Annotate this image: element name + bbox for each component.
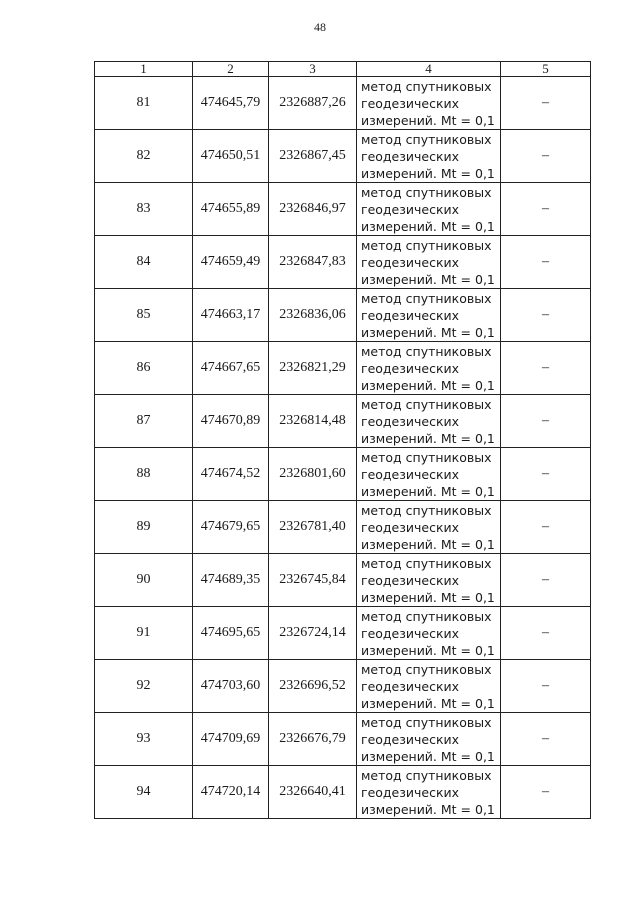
x-coordinate-cell: 474703,60 bbox=[193, 660, 269, 713]
method-line: геодезических bbox=[361, 519, 460, 535]
method-line: метод спутниковых bbox=[361, 396, 492, 412]
point-number-cell: 85 bbox=[95, 289, 193, 342]
point-number-cell: 83 bbox=[95, 183, 193, 236]
point-number-cell: 92 bbox=[95, 660, 193, 713]
method-cell bbox=[357, 660, 501, 713]
method-line: метод спутниковых bbox=[361, 290, 492, 306]
note-cell: – bbox=[501, 501, 591, 554]
table-row bbox=[95, 183, 591, 236]
page-number: 48 bbox=[314, 20, 326, 34]
method-line: измерений. Mt = 0,1 bbox=[361, 112, 495, 128]
method-cell bbox=[357, 501, 501, 554]
method-cell bbox=[357, 554, 501, 607]
table-row bbox=[95, 501, 591, 554]
table-row bbox=[95, 289, 591, 342]
method-cell bbox=[357, 395, 501, 448]
point-number-cell: 86 bbox=[95, 342, 193, 395]
x-coordinate-cell: 474663,17 bbox=[193, 289, 269, 342]
table-row bbox=[95, 766, 591, 819]
note-cell: – bbox=[501, 342, 591, 395]
note-cell: – bbox=[501, 183, 591, 236]
method-line: метод спутниковых bbox=[361, 237, 492, 253]
method-cell bbox=[357, 236, 501, 289]
method-cell bbox=[357, 607, 501, 660]
table-row bbox=[95, 236, 591, 289]
table-row bbox=[95, 554, 591, 607]
table-row bbox=[95, 448, 591, 501]
table-header-row bbox=[95, 62, 591, 77]
method-cell bbox=[357, 183, 501, 236]
method-line: геодезических bbox=[361, 625, 460, 641]
method-line: метод спутниковых bbox=[361, 343, 492, 359]
method-line: метод спутниковых bbox=[361, 78, 492, 94]
point-number-cell: 87 bbox=[95, 395, 193, 448]
x-coordinate-cell: 474650,51 bbox=[193, 130, 269, 183]
point-number-cell: 84 bbox=[95, 236, 193, 289]
point-number-cell: 82 bbox=[95, 130, 193, 183]
note-cell: – bbox=[501, 395, 591, 448]
coordinates-table bbox=[94, 61, 591, 819]
method-line: измерений. Mt = 0,1 bbox=[361, 483, 495, 499]
method-line: измерений. Mt = 0,1 bbox=[361, 642, 495, 658]
method-line: измерений. Mt = 0,1 bbox=[361, 589, 495, 605]
note-cell: – bbox=[501, 660, 591, 713]
table-row bbox=[95, 342, 591, 395]
column-header-5: 5 bbox=[501, 62, 591, 77]
note-cell: – bbox=[501, 236, 591, 289]
x-coordinate-cell: 474720,14 bbox=[193, 766, 269, 819]
method-line: измерений. Mt = 0,1 bbox=[361, 165, 495, 181]
table-row bbox=[95, 713, 591, 766]
method-line: измерений. Mt = 0,1 bbox=[361, 801, 495, 817]
x-coordinate-cell: 474679,65 bbox=[193, 501, 269, 554]
point-number-cell: 91 bbox=[95, 607, 193, 660]
table-row bbox=[95, 130, 591, 183]
method-cell bbox=[357, 289, 501, 342]
method-line: метод спутниковых bbox=[361, 608, 492, 624]
method-cell bbox=[357, 342, 501, 395]
column-header-3: 3 bbox=[269, 62, 357, 77]
note-cell: – bbox=[501, 766, 591, 819]
y-coordinate-cell: 2326745,84 bbox=[269, 554, 357, 607]
x-coordinate-cell: 474645,79 bbox=[193, 77, 269, 130]
x-coordinate-cell: 474689,35 bbox=[193, 554, 269, 607]
note-cell: – bbox=[501, 713, 591, 766]
method-line: метод спутниковых bbox=[361, 131, 492, 147]
x-coordinate-cell: 474655,89 bbox=[193, 183, 269, 236]
x-coordinate-cell: 474667,65 bbox=[193, 342, 269, 395]
note-cell: – bbox=[501, 607, 591, 660]
method-cell bbox=[357, 713, 501, 766]
method-line: метод спутниковых bbox=[361, 184, 492, 200]
table-row bbox=[95, 660, 591, 713]
method-line: геодезических bbox=[361, 148, 460, 164]
point-number-cell: 81 bbox=[95, 77, 193, 130]
x-coordinate-cell: 474695,65 bbox=[193, 607, 269, 660]
method-line: геодезических bbox=[361, 95, 460, 111]
method-line: измерений. Mt = 0,1 bbox=[361, 430, 495, 446]
y-coordinate-cell: 2326846,97 bbox=[269, 183, 357, 236]
method-line: измерений. Mt = 0,1 bbox=[361, 536, 495, 552]
method-line: геодезических bbox=[361, 731, 460, 747]
y-coordinate-cell: 2326781,40 bbox=[269, 501, 357, 554]
table-row bbox=[95, 607, 591, 660]
y-coordinate-cell: 2326847,83 bbox=[269, 236, 357, 289]
method-line: метод спутниковых bbox=[361, 767, 492, 783]
x-coordinate-cell: 474670,89 bbox=[193, 395, 269, 448]
method-line: измерений. Mt = 0,1 bbox=[361, 271, 495, 287]
method-line: геодезических bbox=[361, 784, 460, 800]
point-number-cell: 88 bbox=[95, 448, 193, 501]
note-cell: – bbox=[501, 448, 591, 501]
x-coordinate-cell: 474659,49 bbox=[193, 236, 269, 289]
method-line: геодезических bbox=[361, 254, 460, 270]
method-line: геодезических bbox=[361, 678, 460, 694]
method-line: метод спутниковых bbox=[361, 449, 492, 465]
point-number-cell: 90 bbox=[95, 554, 193, 607]
x-coordinate-cell: 474709,69 bbox=[193, 713, 269, 766]
method-line: геодезических bbox=[361, 360, 460, 376]
y-coordinate-cell: 2326801,60 bbox=[269, 448, 357, 501]
method-line: метод спутниковых bbox=[361, 714, 492, 730]
y-coordinate-cell: 2326836,06 bbox=[269, 289, 357, 342]
y-coordinate-cell: 2326821,29 bbox=[269, 342, 357, 395]
method-line: измерений. Mt = 0,1 bbox=[361, 695, 495, 711]
note-cell: – bbox=[501, 554, 591, 607]
method-line: геодезических bbox=[361, 307, 460, 323]
y-coordinate-cell: 2326676,79 bbox=[269, 713, 357, 766]
method-line: геодезических bbox=[361, 466, 460, 482]
method-line: геодезических bbox=[361, 413, 460, 429]
note-cell: – bbox=[501, 130, 591, 183]
method-line: измерений. Mt = 0,1 bbox=[361, 377, 495, 393]
method-cell bbox=[357, 77, 501, 130]
note-cell: – bbox=[501, 77, 591, 130]
method-line: измерений. Mt = 0,1 bbox=[361, 218, 495, 234]
y-coordinate-cell: 2326640,41 bbox=[269, 766, 357, 819]
note-cell: – bbox=[501, 289, 591, 342]
column-header-1: 1 bbox=[95, 62, 193, 77]
x-coordinate-cell: 474674,52 bbox=[193, 448, 269, 501]
table-row bbox=[95, 77, 591, 130]
table-row bbox=[95, 395, 591, 448]
point-number-cell: 93 bbox=[95, 713, 193, 766]
y-coordinate-cell: 2326696,52 bbox=[269, 660, 357, 713]
y-coordinate-cell: 2326887,26 bbox=[269, 77, 357, 130]
method-cell bbox=[357, 448, 501, 501]
column-header-4: 4 bbox=[357, 62, 501, 77]
point-number-cell: 89 bbox=[95, 501, 193, 554]
y-coordinate-cell: 2326867,45 bbox=[269, 130, 357, 183]
point-number-cell: 94 bbox=[95, 766, 193, 819]
method-line: геодезических bbox=[361, 572, 460, 588]
column-header-2: 2 bbox=[193, 62, 269, 77]
method-line: геодезических bbox=[361, 201, 460, 217]
method-line: измерений. Mt = 0,1 bbox=[361, 748, 495, 764]
y-coordinate-cell: 2326814,48 bbox=[269, 395, 357, 448]
y-coordinate-cell: 2326724,14 bbox=[269, 607, 357, 660]
method-line: метод спутниковых bbox=[361, 661, 492, 677]
method-cell bbox=[357, 130, 501, 183]
method-line: метод спутниковых bbox=[361, 555, 492, 571]
method-line: метод спутниковых bbox=[361, 502, 492, 518]
method-cell bbox=[357, 766, 501, 819]
method-line: измерений. Mt = 0,1 bbox=[361, 324, 495, 340]
